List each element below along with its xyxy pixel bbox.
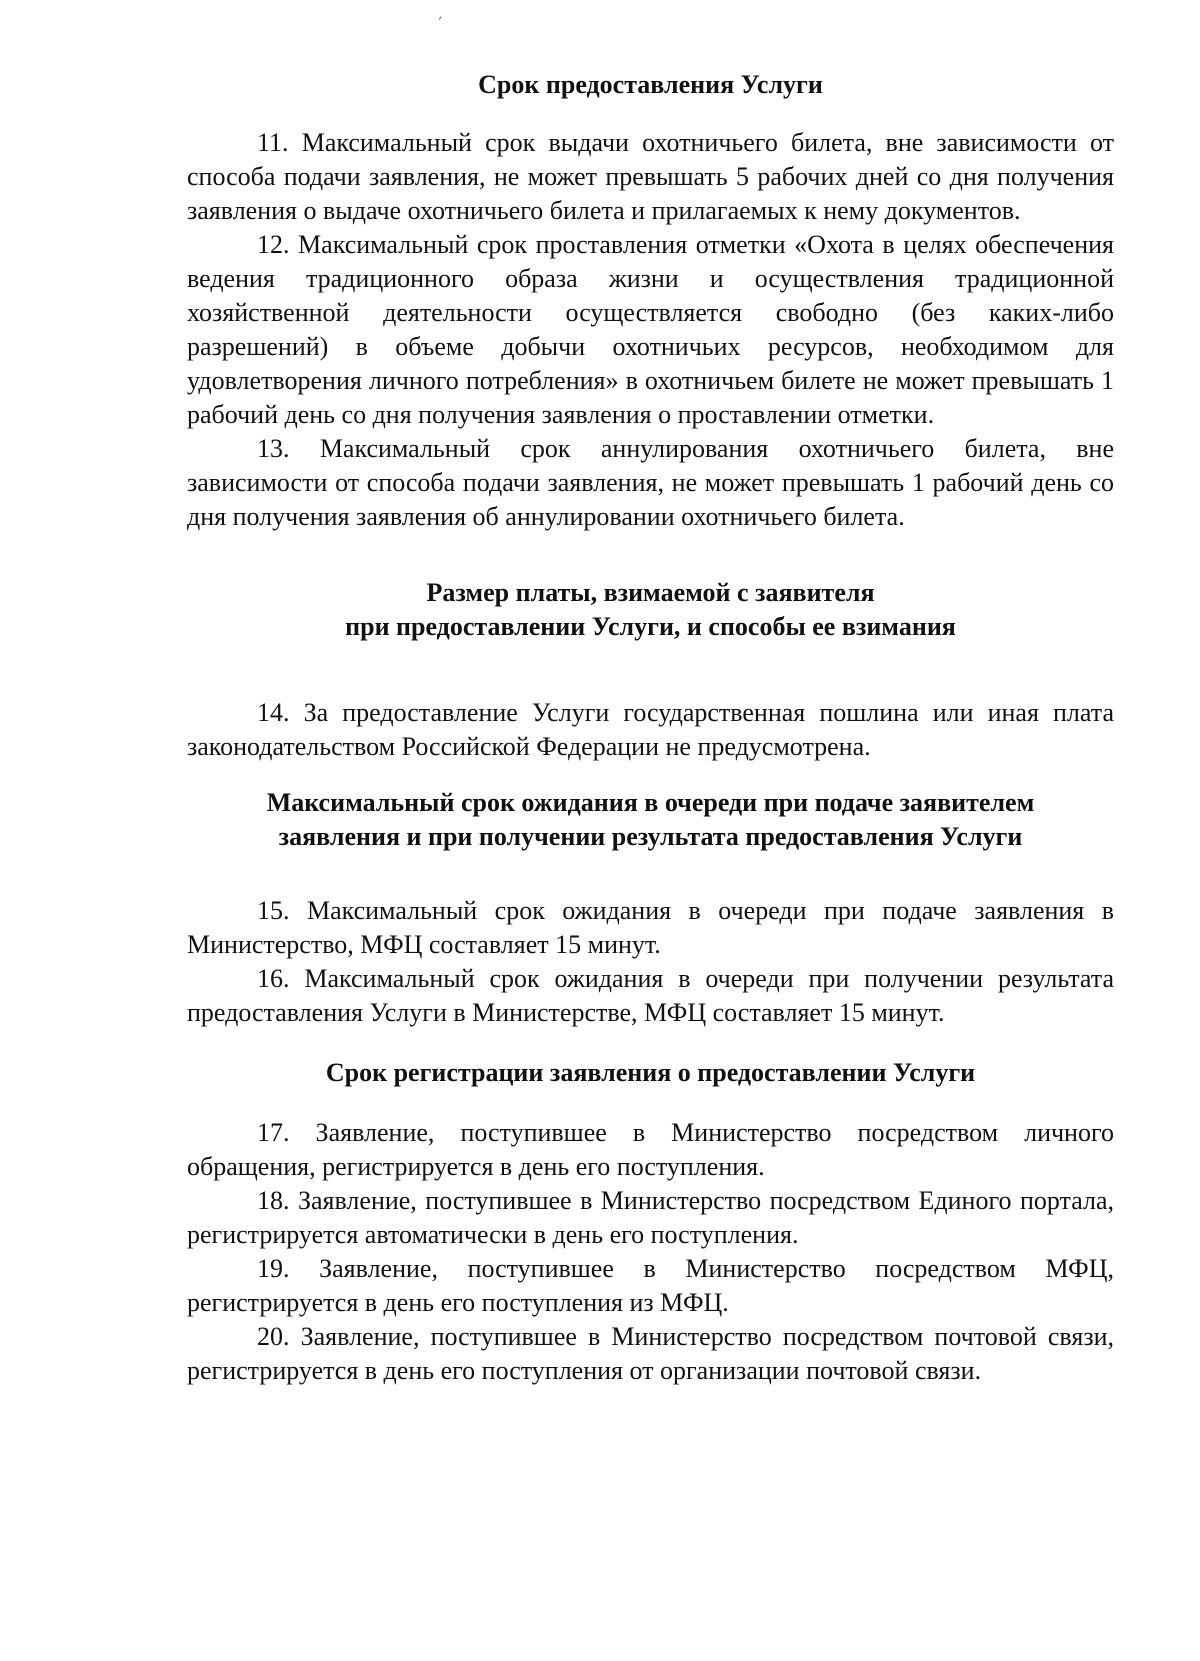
paragraph-20: 20. Заявление, поступившее в Министерство посредством почтовой связи, регистрируется в день его поступления от организации почтовой связи. xyxy=(187,1322,1114,1385)
section-heading-queue-line1: Максимальный срок ожидания в очереди при подаче заявителем xyxy=(266,788,1035,817)
paragraph-17: 17. Заявление, поступившее в Министерство посредством личного обращения, регистрируется в день его поступления. xyxy=(187,1118,1114,1181)
section-heading-term: Срок предоставления Услуги xyxy=(478,70,823,99)
section-heading-queue-line2: заявления и при получении результата предоставления Услуги xyxy=(278,822,1023,851)
section-heading-fee xyxy=(187,576,1114,644)
paragraph-12: 12. Максимальный срок проставления отметки «Охота в целях обеспечения ведения традиционного образа жизни и осуществления традиционной хозяйственной деятельности осуществляется свободно (без каких-либо разрешений) в объеме добычи охотничьих ресурсов, необходимом для удовлетворения личного потребления» в охотничьем билете не может превышать 1 рабочий день со дня получения заявления о проставлении отметки. xyxy=(187,230,1114,429)
paragraph-13: 13. Максимальный срок аннулирования охотничьего билета, вне зависимости от способа подачи заявления, не может превышать 1 рабочий день со дня получения заявления об аннулировании охотничьего билета. xyxy=(187,434,1114,531)
paragraph-11: 11. Максимальный срок выдачи охотничьего билета, вне зависимости от способа подачи заявления, не может превышать 5 рабочих дней со дня получения заявления о выдаче охотничьего билета и прилагаемых к нему документов. xyxy=(187,128,1114,225)
section-heading-queue xyxy=(187,786,1114,854)
paragraph-14: 14. За предоставление Услуги государственная пошлина или иная плата законодательством Российской Федерации не предусмотрена. xyxy=(187,698,1114,761)
paragraph-15: 15. Максимальный срок ожидания в очереди при подаче заявления в Министерство, МФЦ составляет 15 минут. xyxy=(187,896,1114,959)
section-heading-fee-line2: при предоставлении Услуги, и способы ее взимания xyxy=(345,612,956,641)
document-body xyxy=(187,68,1114,1388)
paragraph-19: 19. Заявление, поступившее в Министерство посредством МФЦ, регистрируется в день его поступления из МФЦ. xyxy=(187,1254,1114,1317)
paragraph-16: 16. Максимальный срок ожидания в очереди при получении результата предоставления Услуги в Министерстве, МФЦ составляет 15 минут. xyxy=(187,964,1114,1027)
scan-speck: ˏ xyxy=(436,4,443,20)
section-heading-registration: Срок регистрации заявления о предоставлении Услуги xyxy=(325,1058,976,1087)
section-heading-fee-line1: Размер платы, взимаемой с заявителя xyxy=(426,578,875,607)
paragraph-18: 18. Заявление, поступившее в Министерство посредством Единого портала, регистрируется автоматически в день его поступления. xyxy=(187,1186,1114,1249)
